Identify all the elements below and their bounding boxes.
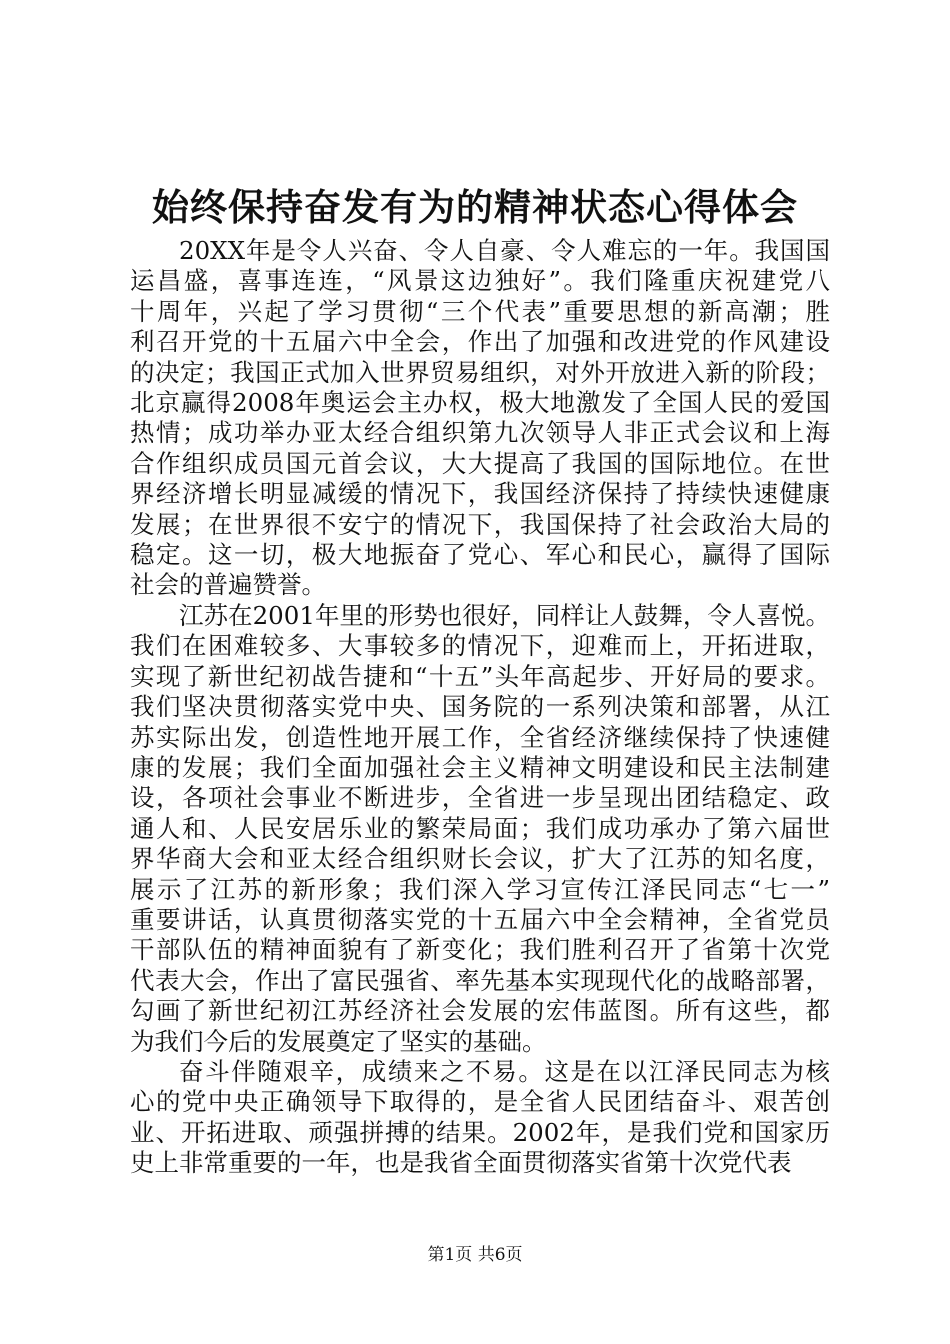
text-line: 稳定。这一切，极大地振奋了党心、军心和民心，赢得了国际 [130, 540, 830, 570]
text-line: 江苏在2001年里的形势也很好，同样让人鼓舞，令人喜悦。 [179, 600, 830, 630]
text-line: 康的发展；我们全面加强社会主义精神文明建设和民主法制建 [130, 752, 830, 782]
text-line: 史上非常重要的一年，也是我省全面贯彻落实省第十次党代表 [130, 1148, 792, 1178]
text-line: 热情；成功举办亚太经合组织第九次领导人非正式会议和上海 [130, 418, 830, 448]
page-indicator: 第1页 共6页 [427, 1245, 523, 1265]
text-line: 界华商大会和亚太经合组织财长会议，扩大了江苏的知名度， [130, 844, 830, 874]
text-line: 界经济增长明显减缓的情况下，我国经济保持了持续快速健康 [130, 479, 830, 509]
text-line: 勾画了新世纪初江苏经济社会发展的宏伟蓝图。所有这些，都 [130, 996, 830, 1026]
document-body [130, 236, 830, 1179]
paragraph [130, 1057, 830, 1179]
text-line: 苏实际出发，创造性地开展工作，全省经济继续保持了快速健 [130, 722, 830, 752]
paragraph [130, 236, 830, 601]
text-line: 展示了江苏的新形象；我们深入学习宣传江泽民同志“七一” [130, 874, 830, 904]
text-line: 发展；在世界很不安宁的情况下，我国保持了社会政治大局的 [130, 509, 830, 539]
text-line: 利召开党的十五届六中全会，作出了加强和改进党的作风建设 [130, 327, 830, 357]
text-line: 20XX年是令人兴奋、令人自豪、令人难忘的一年。我国国 [179, 236, 830, 265]
text-line: 北京赢得2008年奥运会主办权，极大地激发了全国人民的爱国 [130, 388, 830, 418]
text-line: 干部队伍的精神面貌有了新变化；我们胜利召开了省第十次党 [130, 935, 830, 965]
document-title: 始终保持奋发有为的精神状态心得体会 [152, 186, 798, 229]
text-line: 设，各项社会事业不断进步，全省进一步呈现出团结稳定、政 [130, 783, 830, 813]
text-line: 我们坚决贯彻落实党中央、国务院的一系列决策和部署，从江 [130, 692, 830, 722]
text-line: 奋斗伴随艰辛，成绩来之不易。这是在以江泽民同志为核 [179, 1056, 830, 1086]
text-line: 业、开拓进取、顽强拼搏的结果。2002年，是我们党和国家历 [130, 1117, 830, 1147]
text-line: 合作组织成员国元首会议，大大提高了我国的国际地位。在世 [130, 448, 830, 478]
text-line: 代表大会，作出了富民强省、率先基本实现现代化的战略部署， [130, 965, 830, 995]
paragraph [130, 601, 830, 1057]
text-line: 运昌盛，喜事连连，“风景这边独好”。我们隆重庆祝建党八 [130, 266, 830, 296]
text-line: 实现了新世纪初战告捷和“十五”头年高起步、开好局的要求。 [130, 661, 830, 691]
text-line: 为我们今后的发展奠定了坚实的基础。 [130, 1026, 547, 1056]
text-line: 重要讲话，认真贯彻落实党的十五届六中全会精神，全省党员 [130, 904, 830, 934]
text-line: 社会的普遍赞誉。 [130, 570, 326, 600]
text-line: 通人和、人民安居乐业的繁荣局面；我们成功承办了第六届世 [130, 813, 830, 843]
text-line: 的决定；我国正式加入世界贸易组织，对外开放进入新的阶段； [130, 357, 830, 387]
text-line: 心的党中央正确领导下取得的，是全省人民团结奋斗、艰苦创 [130, 1087, 830, 1117]
text-line: 我们在困难较多、大事较多的情况下，迎难而上，开拓进取， [130, 631, 830, 661]
text-line: 十周年，兴起了学习贯彻“三个代表”重要思想的新高潮；胜 [130, 296, 830, 326]
